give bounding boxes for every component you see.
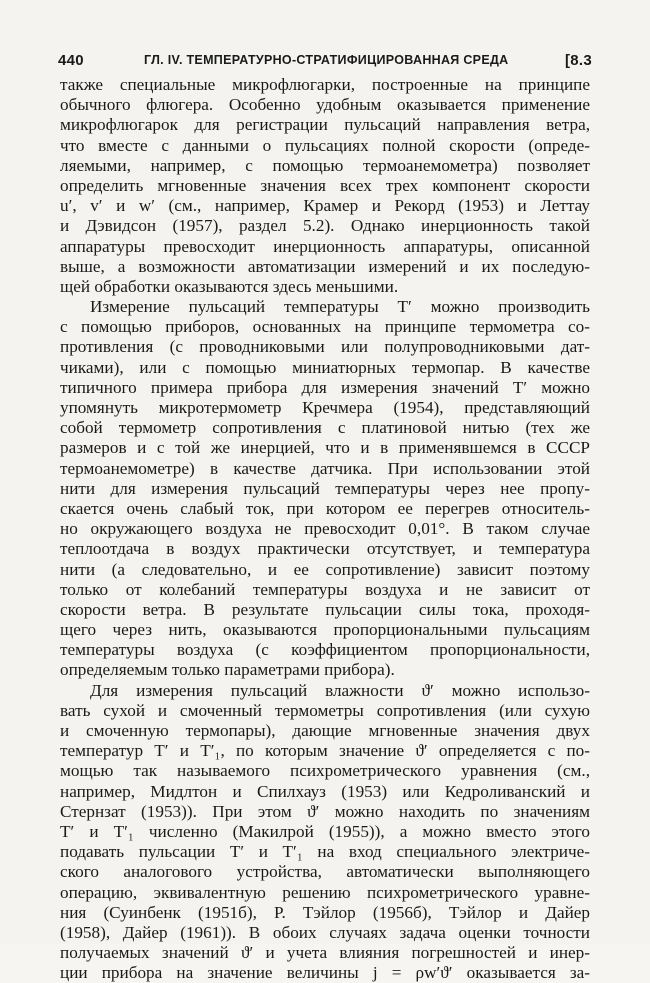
body-text [60, 75, 590, 983]
text-line: размеров и с той же инерцией, что и в применявшемся в СССР [60, 438, 590, 458]
text-line: определить мгновенные значения всех трех компонент скорости [60, 175, 590, 195]
text-line: ского аналогового устройства, автоматически выполняющего [60, 862, 590, 882]
text-line: выше, а возможности автоматизации измерений и их последую- [60, 256, 590, 276]
text-line: T′ и T′₁ численно (Макилрой (1955)), а можно вместо этого [60, 821, 590, 841]
text-line: ции прибора на значение величины j = ρw′ϑ′ оказывается за- [60, 963, 590, 983]
text-line: u′, v′ и w′ (см., например, Крамер и Рекорд (1953) и Леттау [60, 196, 590, 216]
text-line: нити (а следовательно, и ее сопротивление) зависит поэтому [60, 559, 590, 579]
text-line: подавать пульсации T′ и T′₁ на вход специального электриче- [60, 842, 590, 862]
text-line: Стернзат (1953)). При этом ϑ′ можно находить по значениям [60, 801, 590, 821]
text-line: вать сухой и смоченный термометры сопротивления (или сухую [60, 700, 590, 720]
text-line: и Дэвидсон (1957), раздел 5.2). Однако инерционность такой [60, 216, 590, 236]
text-line: и смоченную термопары), дающие мгновенные значения двух [60, 721, 590, 740]
text-line: определяемым только параметрами прибора). [60, 660, 395, 680]
chapter-title: ГЛ. IV. ТЕМПЕРАТУРНО-СТРАТИФИЦИРОВАННАЯ СРЕДА [144, 53, 509, 67]
text-line: обычного флюгера. Особенно удобным оказывается применение [60, 95, 590, 115]
text-line: получаемых значений ϑ′ и учета влияния погрешностей и инер- [60, 943, 590, 963]
text-line: упомянуть микротермометр Кречмера (1954), представляющий [60, 398, 590, 417]
text-line: скорости ветра. В результате пульсации силы тока, проходя- [60, 599, 590, 619]
text-line: температур T′ и T′₁, по которым значение ϑ′ определяется с по- [60, 741, 590, 761]
text-line: мощью так называемого психрометрического уравнения (см., [60, 761, 590, 781]
paragraph-microvanes [60, 75, 590, 297]
text-line: также специальные микрофлюгарки, построенные на принципе [60, 75, 590, 94]
text-line: Для измерения пульсаций влажности ϑ′ можно использо- [90, 680, 590, 700]
text-line: операцию, эквивалентную решению психрометрического уравне- [60, 882, 590, 902]
text-line: температуры воздуха (с коэффициентом пропорциональности, [60, 640, 590, 660]
text-line: микрофлюгарок для регистрации пульсаций направления ветра, [60, 115, 590, 135]
text-line: аппаратуры превосходит инерционность аппаратуры, описанной [60, 236, 590, 256]
text-line: нити для измерения пульсаций температуры через нее пропу- [60, 478, 590, 498]
text-line: что вместе с данными о пульсациях полной скорости (опреде- [60, 135, 590, 155]
paragraph-temperature [60, 297, 590, 681]
text-line: но окружающего воздуха не превосходит 0,01°. В таком случае [60, 519, 590, 539]
text-line: ния (Суинбенк (1951б), Р. Тэйлор (1956б), Тэйлор и Дайер [60, 902, 590, 922]
text-line: собой термометр сопротивления с платиновой нитью (тех же [60, 418, 590, 438]
running-head [58, 52, 592, 72]
text-line: щего через нить, оказываются пропорциональными пульсациям [60, 620, 590, 640]
text-line: только от колебаний температуры воздуха и не зависит от [60, 579, 590, 599]
text-line: щей обработки оказываются здесь меньшими. [60, 276, 399, 296]
page-number: 440 [58, 52, 84, 69]
text-line: скается очень слабый ток, при котором ее перегрев относитель- [60, 498, 590, 518]
text-line: теплоотдача в воздух практически отсутствует, и температура [60, 539, 590, 559]
text-line: чиками), или с помощью миниатюрных термопар. В качестве [60, 357, 590, 377]
text-line: Измерение пульсаций температуры T′ можно производить [90, 297, 590, 317]
text-line: (1958), Дайер (1961)). В обоих случаях задача оценки точности [60, 922, 590, 942]
text-line: типичного примера прибора для измерения значений T′ можно [60, 377, 590, 397]
text-line: с помощью приборов, основанных на принципе термометра со- [60, 317, 590, 337]
text-line: термоанемометре) в качестве датчика. При использовании этой [60, 458, 590, 478]
text-line: противления (с проводниковыми или полупроводниковыми дат- [60, 337, 590, 357]
paragraph-humidity [60, 681, 590, 983]
text-line: например, Мидлтон и Спилхауз (1953) или Кедроливанский и [60, 781, 590, 801]
section-reference: [8.3 [564, 52, 592, 69]
text-line: ляемыми, например, с помощью термоанемометра) позволяет [60, 155, 590, 175]
